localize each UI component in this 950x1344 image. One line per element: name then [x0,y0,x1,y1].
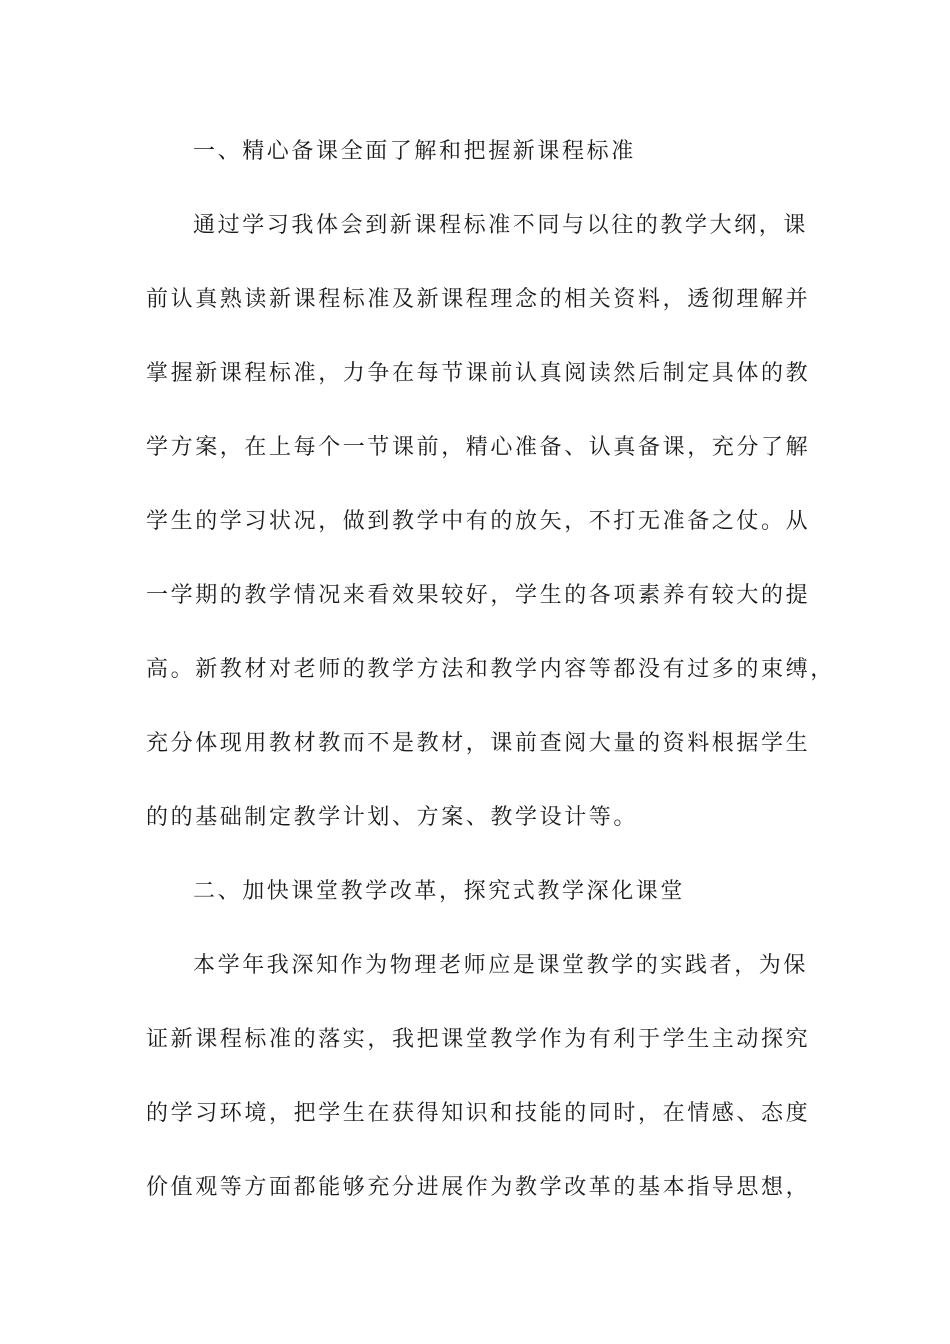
paragraph-line: 价值观等方面都能够充分进展作为教学改革的基本指导思想， [146,1175,811,1200]
section-heading-2: 二、加快课堂教学改革，探究式教学深化课堂 [193,879,686,904]
paragraph-line: 掌握新课程标准，力争在每节课前认真阅读然后制定具体的教 [146,361,811,386]
paragraph-line: 证新课程标准的落实，我把课堂教学作为有利于学生主动探究 [146,1027,811,1052]
paragraph-line: 本学年我深知作为物理老师应是课堂教学的实践者，为保 [193,953,809,978]
paragraph-line: 的学习环境，把学生在获得知识和技能的同时，在情感、态度 [146,1101,811,1126]
paragraph-line: 充分体现用教材教而不是教材，课前查阅大量的资料根据学生 [146,731,811,756]
paragraph-line: 学方案，在上每个一节课前，精心准备、认真备课，充分了解 [146,435,811,460]
paragraph-line: 高。新教材对老师的教学方法和教学内容等都没有过多的束缚， [146,657,835,682]
paragraph-line: 一学期的教学情况来看效果较好，学生的各项素养有较大的提 [146,583,811,608]
paragraph-line: 的的基础制定教学计划、方案、教学设计等。 [146,805,639,830]
paragraph-line: 通过学习我体会到新课程标准不同与以往的教学大纲，课 [193,213,809,238]
paragraph-line: 前认真熟读新课程标准及新课程理念的相关资料，透彻理解并 [146,287,811,312]
section-heading-1: 一、精心备课全面了解和把握新课程标准 [193,139,636,164]
paragraph-line: 学生的学习状况，做到教学中有的放矢，不打无准备之仗。从 [146,509,811,534]
